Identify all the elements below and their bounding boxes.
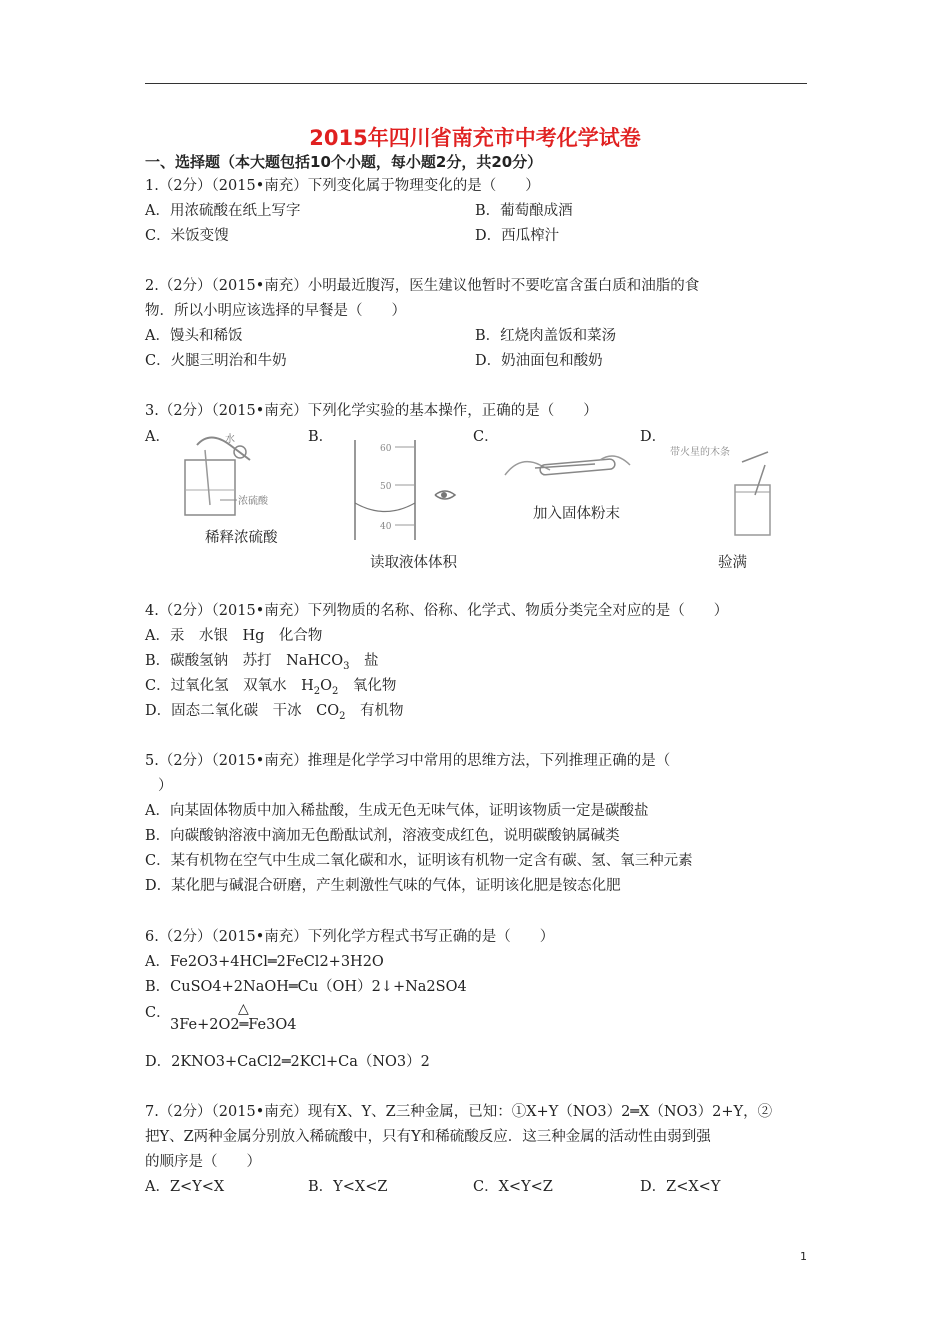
question-4-option-a: A．汞 水银 Hg 化合物 (145, 628, 323, 644)
question-2-option-a: A．馒头和稀饭 (145, 328, 243, 344)
heat-triangle-symbol: △ (238, 1001, 249, 1017)
page-title: 2015年四川省南充市中考化学试卷 (309, 126, 641, 150)
question-6-option-c-label: C． (145, 1005, 171, 1021)
fig-d-caption: 验满 (718, 555, 747, 571)
question-1-stem: 1.（2分）（2015•南充）下列变化属于物理变化的是（ ） (145, 178, 540, 194)
question-3-option-c: C． (473, 429, 499, 445)
question-6-option-a: A．Fe2O3+4HCl═2FeCl2+3H2O (145, 954, 384, 970)
question-3-option-a: A． (145, 429, 170, 445)
page-number: 1 (800, 1250, 807, 1263)
fig-a-caption: 稀释浓硫酸 (205, 530, 278, 546)
fig-a-water-label: 水 (225, 434, 235, 445)
fig-b-tick-40: 40 (380, 522, 392, 532)
question-4-option-b: B．碳酸氢钠 苏打 NaHCO$_3$ 盐 (145, 653, 379, 672)
question-5-stem-line2: ） (158, 778, 173, 794)
fig-d-label: 带火星的木条 (670, 447, 730, 458)
fig-b-caption: 读取液体体积 (370, 555, 457, 571)
question-7-option-c: C．X<Y<Z (473, 1179, 553, 1195)
fig-a-acid-label: 浓硫酸 (238, 496, 268, 507)
question-4-option-d: D．固态二氧化碳 干冰 $CO_2$ 有机物 (145, 703, 404, 722)
question-2-option-c: C．火腿三明治和牛奶 (145, 353, 287, 369)
question-1-option-c: C．米饭变馊 (145, 228, 229, 244)
question-4-option-c: C．过氧化氢 双氧水 $H_2O_2$ 氧化物 (145, 678, 397, 697)
graduated-cylinder-figure (340, 435, 465, 545)
question-3-option-b: B． (308, 429, 334, 445)
fig-c-caption: 加入固体粉末 (533, 506, 620, 522)
question-6-stem: 6.（2分）（2015•南充）下列化学方程式书写正确的是（ ） (145, 929, 555, 945)
question-3-option-d: D． (640, 429, 667, 445)
question-5-option-b: B．向碳酸钠溶液中滴加无色酚酞试剂，溶液变成红色，说明碳酸钠属碱类 (145, 828, 620, 844)
question-5-option-c: C．某有机物在空气中生成二氧化碳和水，证明该有机物一定含有碳、氢、氧三种元素 (145, 853, 693, 869)
test-tube-powder-figure (500, 440, 635, 500)
question-3-stem: 3.（2分）（2015•南充）下列化学实验的基本操作，正确的是（ ） (145, 403, 598, 419)
question-6-option-b: B．CuSO4+2NaOH═Cu（OH）2↓+Na2SO4 (145, 979, 467, 995)
question-6-option-c: 3Fe+2O2═Fe3O4 (170, 1017, 297, 1033)
section-heading: 一、选择题（本大题包括10个小题，每小题2分，共20分） (145, 153, 543, 171)
question-2-option-b: B．红烧肉盖饭和菜汤 (475, 328, 617, 344)
header-rule (145, 83, 807, 84)
question-6-option-d: D．2KNO3+CaCl2═2KCl+Ca（NO3）2 (145, 1054, 430, 1070)
question-4-stem: 4.（2分）（2015•南充）下列物质的名称、俗称、化学式、物质分类完全对应的是（ ） (145, 603, 729, 619)
question-1-option-b: B．葡萄酿成酒 (475, 203, 573, 219)
question-1-option-d: D．西瓜榨汁 (475, 228, 560, 244)
question-7-option-d: D．Z<X<Y (640, 1179, 721, 1195)
question-2-stem-line1: 2.（2分）（2015•南充）小明最近腹泻，医生建议他暂时不要吃富含蛋白质和油脂的食 (145, 278, 700, 294)
question-5-option-a: A．向某固体物质中加入稀盐酸，生成无色无味气体，证明该物质一定是碳酸盐 (145, 803, 649, 819)
fig-b-tick-50: 50 (380, 482, 392, 492)
question-7-stem-line2: 把Y、Z两种金属分别放入稀硫酸中，只有Y和稀硫酸反应．这三种金属的活动性由弱到强 (145, 1129, 711, 1145)
fig-b-tick-60: 60 (380, 444, 392, 454)
dilute-acid-figure (175, 430, 285, 525)
gas-full-test-figure (670, 440, 780, 540)
question-7-option-b: B．Y<X<Z (308, 1179, 388, 1195)
question-7-option-a: A．Z<Y<X (145, 1179, 225, 1195)
question-2-option-d: D．奶油面包和酸奶 (475, 353, 603, 369)
question-5-option-d: D．某化肥与碱混合研磨，产生刺激性气味的气体，证明该化肥是铵态化肥 (145, 878, 621, 894)
question-7-stem-line3: 的顺序是（ ） (145, 1154, 261, 1170)
question-1-option-a: A．用浓硫酸在纸上写字 (145, 203, 301, 219)
question-5-stem-line1: 5.（2分）（2015•南充）推理是化学学习中常用的思维方法，下列推理正确的是（ (145, 753, 671, 769)
question-2-stem-line2: 物．所以小明应该选择的早餐是（ ） (145, 303, 406, 319)
question-7-stem-line1: 7.（2分）（2015•南充）现有X、Y、Z三种金属，已知：①X+Y（NO3）2═X（NO3）2+Y，② (145, 1104, 773, 1120)
